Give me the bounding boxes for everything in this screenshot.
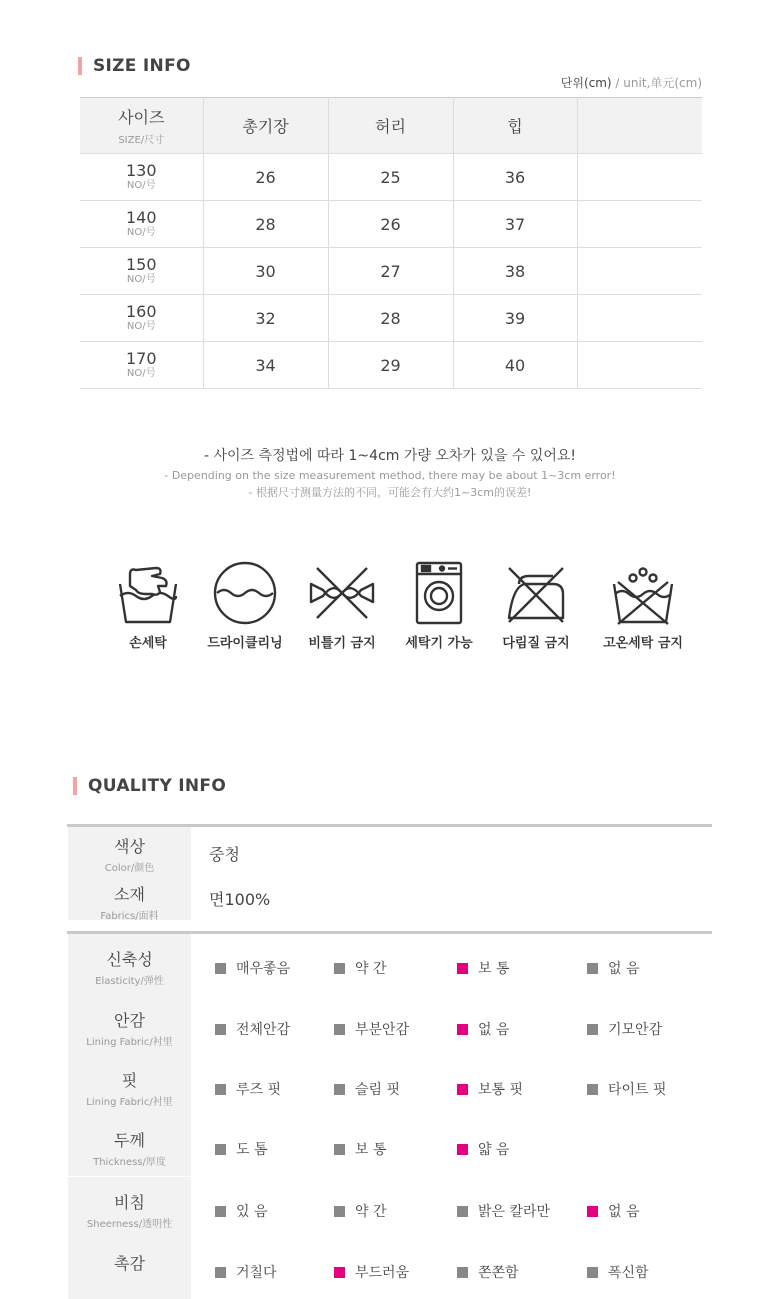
length-cell: 28 <box>203 201 328 248</box>
care-no-iron <box>481 560 591 651</box>
hip-cell: 40 <box>453 342 577 389</box>
selected-marker <box>457 1024 468 1035</box>
attribute-option <box>457 1079 523 1099</box>
fabric-sub: Fabrics/面料 <box>100 911 159 922</box>
hip-cell: 39 <box>453 295 577 342</box>
washing-machine-icon <box>414 560 464 626</box>
unselected-marker <box>587 1084 598 1095</box>
waist-cell: 29 <box>328 342 453 389</box>
title-accent-bar <box>73 777 77 795</box>
extra-cell <box>577 248 702 295</box>
unit-other: / unit,单元(cm) <box>611 76 702 90</box>
option-label: 타이트 핏 <box>608 1082 667 1098</box>
care-hand-wash <box>93 560 203 651</box>
table-row <box>80 248 702 295</box>
unselected-marker <box>334 1206 345 1217</box>
attribute-sub: Thickness/厚度 <box>93 1157 166 1168</box>
extra-cell <box>577 295 702 342</box>
unselected-marker <box>215 1084 226 1095</box>
option-label: 폭신함 <box>608 1265 649 1281</box>
attribute-sub: Lining Fabric/衬里 <box>86 1037 173 1048</box>
extra-cell <box>577 342 702 389</box>
size-cell: 160 NO/号 <box>80 295 203 342</box>
unselected-marker <box>215 1144 226 1155</box>
option-label: 밝은 칼라만 <box>478 1204 551 1220</box>
attribute-option <box>587 958 640 978</box>
attribute-option <box>587 1079 667 1099</box>
option-label: 쫀쫀함 <box>478 1265 519 1281</box>
option-label: 얇 음 <box>478 1142 510 1158</box>
attribute-label: 핏 <box>121 1071 138 1090</box>
unselected-marker <box>587 1267 598 1278</box>
size-cell: 140 NO/号 <box>80 201 203 248</box>
dry-clean-icon <box>212 560 278 626</box>
header-size: 사이즈 SIZE/尺寸 <box>80 98 203 154</box>
length-cell: 32 <box>203 295 328 342</box>
quality-info-title-text: QUALITY INFO <box>88 776 227 796</box>
option-label: 없 음 <box>478 1022 510 1038</box>
size-cell: 170 NO/号 <box>80 342 203 389</box>
care-label: 세탁기 가능 <box>405 636 473 651</box>
care-no-wring <box>287 560 397 651</box>
attribute-header <box>68 1115 191 1176</box>
option-label: 전체안감 <box>236 1022 291 1038</box>
attribute-header <box>68 1238 191 1299</box>
waist-cell: 27 <box>328 248 453 295</box>
attribute-option <box>334 1201 387 1221</box>
attribute-header <box>68 934 191 995</box>
care-label: 손세탁 <box>129 636 167 651</box>
unselected-marker <box>215 963 226 974</box>
size-table-header <box>80 98 702 154</box>
fabric-value: 면100% <box>209 890 271 909</box>
option-label: 부드러움 <box>355 1265 410 1281</box>
care-label: 드라이클리닝 <box>207 636 283 651</box>
attribute-option <box>215 1019 290 1039</box>
attribute-option <box>215 958 290 978</box>
no-iron-icon <box>503 560 569 626</box>
attribute-sub: Sheerness/透明性 <box>86 1219 173 1230</box>
extra-cell <box>577 201 702 248</box>
option-label: 부분안감 <box>355 1022 410 1038</box>
option-label: 보 통 <box>478 961 510 977</box>
attribute-label: 신축성 <box>106 950 153 969</box>
care-dry-clean <box>190 560 300 651</box>
color-fabric-block <box>68 827 712 920</box>
selected-marker <box>457 1144 468 1155</box>
attribute-option <box>457 1019 510 1039</box>
attribute-label: 촉감 <box>114 1254 145 1273</box>
unselected-marker <box>587 963 598 974</box>
option-label: 있 음 <box>236 1204 268 1220</box>
attribute-option <box>587 1262 649 1282</box>
attribute-row <box>68 934 712 995</box>
attribute-header <box>68 1055 191 1116</box>
unselected-marker <box>334 1024 345 1035</box>
table-row <box>80 154 702 201</box>
attribute-sub: Elasticity/弹性 <box>95 976 164 987</box>
attribute-option <box>334 1139 387 1159</box>
quality-info-title <box>73 776 226 796</box>
waist-cell: 26 <box>328 201 453 248</box>
color-value: 중청 <box>209 845 240 864</box>
no-wring-icon <box>307 560 377 626</box>
option-label: 없 음 <box>608 961 640 977</box>
measurement-note-en: - Depending on the size measurement method, there may be about 1~3cm error! <box>164 469 616 482</box>
attribute-option <box>457 1139 510 1159</box>
option-label: 루즈 핏 <box>236 1082 282 1098</box>
size-cell: 130 NO/号 <box>80 154 203 201</box>
length-cell: 30 <box>203 248 328 295</box>
length-cell: 34 <box>203 342 328 389</box>
color-sub: Color/颜色 <box>104 863 155 874</box>
option-label: 슬림 핏 <box>355 1082 401 1098</box>
length-cell: 26 <box>203 154 328 201</box>
attribute-option <box>215 1079 281 1099</box>
unselected-marker <box>457 1206 468 1217</box>
color-fabric-header <box>68 827 191 920</box>
attribute-label: 비침 <box>114 1193 145 1212</box>
option-label: 보통 핏 <box>478 1082 524 1098</box>
option-label: 기모안감 <box>608 1022 663 1038</box>
option-label: 매우좋음 <box>236 961 291 977</box>
header-length: 총기장 <box>203 98 328 154</box>
unselected-marker <box>215 1267 226 1278</box>
header-waist: 허리 <box>328 98 453 154</box>
care-washing-machine <box>384 560 494 651</box>
hip-cell: 36 <box>453 154 577 201</box>
header-hip: 힙 <box>453 98 577 154</box>
care-label: 고온세탁 금지 <box>603 636 683 651</box>
attribute-option <box>215 1139 268 1159</box>
attribute-sub: Lining Fabric/衬里 <box>86 1097 173 1108</box>
attribute-header <box>68 995 191 1056</box>
unselected-marker <box>215 1206 226 1217</box>
size-info-title <box>78 56 191 76</box>
hip-cell: 38 <box>453 248 577 295</box>
option-label: 약 간 <box>355 1204 387 1220</box>
attribute-label: 두께 <box>114 1131 145 1150</box>
option-label: 약 간 <box>355 961 387 977</box>
size-table <box>80 97 702 389</box>
header-extra <box>577 98 702 154</box>
measurement-note-zh: - 根据尺寸测量方法的不同，可能会有大约1~3cm的误差! <box>248 486 532 499</box>
waist-cell: 25 <box>328 154 453 201</box>
option-label: 보 통 <box>355 1142 387 1158</box>
attribute-option <box>457 1201 550 1221</box>
attribute-label: 안감 <box>114 1011 145 1030</box>
table-row <box>80 342 702 389</box>
attribute-option <box>215 1201 268 1221</box>
attribute-option <box>334 958 387 978</box>
option-label: 도 톰 <box>236 1142 268 1158</box>
color-label: 색상 <box>114 837 145 856</box>
attribute-option <box>215 1262 277 1282</box>
hip-cell: 37 <box>453 201 577 248</box>
care-label: 비틀기 금지 <box>308 636 376 651</box>
attribute-option <box>587 1201 640 1221</box>
attribute-row <box>68 1238 712 1299</box>
table-row <box>80 295 702 342</box>
unselected-marker <box>334 963 345 974</box>
size-cell: 150 NO/号 <box>80 248 203 295</box>
hand-wash-icon <box>116 560 180 626</box>
measurement-note-ko: - 사이즈 측정법에 따라 1~4cm 가량 오차가 있을 수 있어요! <box>203 448 577 464</box>
selected-marker <box>334 1267 345 1278</box>
unselected-marker <box>334 1144 345 1155</box>
unselected-marker <box>457 1267 468 1278</box>
extra-cell <box>577 154 702 201</box>
no-hot-wash-icon <box>610 560 676 626</box>
table-row <box>80 201 702 248</box>
attribute-header <box>68 1177 191 1238</box>
attribute-option <box>457 958 510 978</box>
attribute-option <box>457 1262 519 1282</box>
unselected-marker <box>587 1024 598 1035</box>
unselected-marker <box>334 1084 345 1095</box>
title-accent-bar <box>78 57 82 75</box>
selected-marker <box>587 1206 598 1217</box>
unit-note <box>561 74 702 91</box>
attribute-row <box>68 1115 712 1176</box>
attribute-row <box>68 1177 712 1238</box>
unselected-marker <box>215 1024 226 1035</box>
selected-marker <box>457 1084 468 1095</box>
attribute-option <box>334 1019 409 1039</box>
care-label: 다림질 금지 <box>502 636 570 651</box>
care-no-hot-wash <box>588 560 698 651</box>
size-info-title-text: SIZE INFO <box>93 56 191 76</box>
option-label: 없 음 <box>608 1204 640 1220</box>
waist-cell: 28 <box>328 295 453 342</box>
attribute-row <box>68 995 712 1056</box>
attribute-option <box>587 1019 662 1039</box>
option-label: 거칠다 <box>236 1265 277 1281</box>
fabric-label: 소재 <box>114 885 145 904</box>
unit-ko: 단위(cm) <box>560 76 612 90</box>
attribute-row <box>68 1055 712 1116</box>
attribute-option <box>334 1079 400 1099</box>
selected-marker <box>457 963 468 974</box>
attribute-option <box>334 1262 409 1282</box>
